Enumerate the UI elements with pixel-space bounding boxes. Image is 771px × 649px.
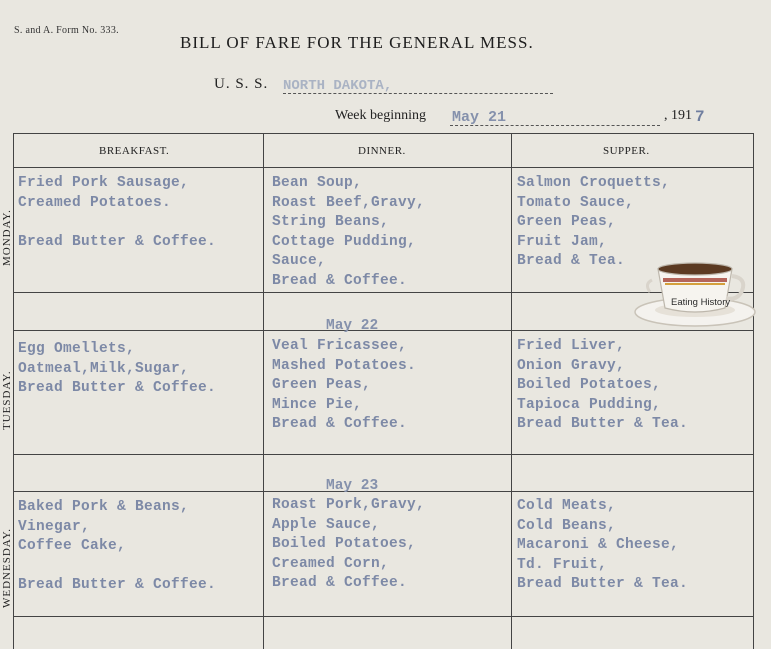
menu-cell	[272, 174, 425, 291]
menu-item: Apple Sauce,	[272, 516, 381, 533]
page-title: BILL OF FARE FOR THE GENERAL MESS.	[180, 33, 534, 52]
menu-item: Creamed Corn,	[272, 555, 390, 572]
menu-item: Macaroni & Cheese,	[517, 537, 680, 553]
menu-item: String Beans,	[272, 214, 390, 230]
menu-item: Green Peas,	[272, 377, 372, 393]
menu-item: Green Peas,	[517, 214, 617, 230]
menu-item: Fried Liver,	[517, 338, 626, 354]
watermark-text: Eating History	[671, 297, 731, 308]
grid-divider	[263, 134, 264, 649]
menu-item: Bread Butter & Tea.	[517, 576, 689, 592]
menu-item: Cottage Pudding,	[272, 233, 417, 250]
date-stamp-tuesday: May 22	[326, 318, 379, 334]
menu-item: Bread & Coffee.	[272, 416, 408, 432]
menu-item: Mince Pie,	[272, 396, 363, 413]
menu-item: Salmon Croquetts,	[517, 175, 671, 191]
ship-name-field: NORTH DAKOTA,	[283, 79, 553, 94]
menu-item: Bread & Coffee.	[272, 272, 408, 289]
day-label-tuesday: TUESDAY.	[1, 370, 13, 430]
menu-item: Boiled Potatoes,	[272, 536, 417, 552]
week-label: Week beginning	[335, 108, 427, 123]
year-prefix: , 191	[664, 108, 692, 123]
menu-item: Onion Gravy,	[517, 357, 626, 374]
menu-cell	[272, 496, 425, 594]
menu-cell	[18, 498, 216, 596]
menu-item: Tomato Sauce,	[517, 194, 635, 211]
column-header-breakfast: BREAKFAST.	[99, 145, 170, 157]
menu-item: Cold Beans,	[517, 517, 617, 534]
menu-cell	[18, 340, 216, 399]
menu-item: Veal Fricassee,	[272, 338, 408, 354]
menu-item: Oatmeal,Milk,Sugar,	[18, 360, 190, 377]
grid-divider	[511, 134, 512, 649]
menu-item: Bean Soup,	[272, 175, 363, 191]
teacup-icon	[632, 256, 758, 330]
menu-cell	[517, 497, 688, 595]
menu-item: Creamed Potatoes.	[18, 194, 172, 211]
column-header-supper: SUPPER.	[603, 145, 650, 157]
menu-item: Coffee Cake,	[18, 538, 127, 554]
menu-item: Boiled Potatoes,	[517, 377, 662, 393]
grid-divider	[14, 616, 753, 617]
grid-divider	[14, 491, 753, 492]
form-number: S. and A. Form No. 333.	[14, 25, 119, 36]
grid-divider	[14, 330, 753, 331]
menu-item: Fruit Jam,	[517, 233, 608, 250]
menu-item: Fried Pork Sausage,	[18, 175, 190, 191]
menu-item: Sauce,	[272, 253, 327, 269]
day-label-wednesday: WEDNESDAY.	[1, 528, 13, 608]
date-stamp-wednesday: May 23	[326, 478, 379, 494]
week-date-field: May 21	[450, 111, 660, 126]
menu-item: Tapioca Pudding,	[517, 396, 662, 413]
day-label-monday: MONDAY.	[1, 209, 13, 266]
menu-item: Bread Butter & Coffee.	[18, 233, 217, 250]
menu-cell	[18, 174, 216, 252]
year-suffix: 7	[695, 108, 705, 126]
menu-item: Baked Pork & Beans,	[18, 499, 190, 515]
menu-item: Roast Pork,Gravy,	[272, 497, 426, 513]
menu-item: Bread & Tea.	[517, 253, 626, 269]
menu-item	[18, 213, 216, 233]
menu-item: Mashed Potatoes.	[272, 357, 417, 374]
menu-item	[18, 557, 216, 577]
column-header-dinner: DINNER.	[358, 145, 406, 157]
menu-item: Bread Butter & Coffee.	[18, 380, 217, 396]
ship-label: U. S. S.	[214, 76, 269, 92]
menu-item: Vinegar,	[18, 518, 91, 535]
grid-divider	[14, 167, 753, 168]
menu-cell	[272, 337, 416, 435]
grid-divider	[14, 454, 753, 455]
menu-item: Cold Meats,	[517, 498, 617, 514]
menu-item: Td. Fruit,	[517, 556, 608, 573]
menu-item: Bread & Coffee.	[272, 575, 408, 591]
menu-item: Bread Butter & Tea.	[517, 416, 689, 432]
menu-item: Bread Butter & Coffee.	[18, 577, 217, 593]
menu-item: Egg Omellets,	[18, 341, 136, 357]
menu-cell	[517, 337, 688, 435]
menu-item: Roast Beef,Gravy,	[272, 194, 426, 211]
